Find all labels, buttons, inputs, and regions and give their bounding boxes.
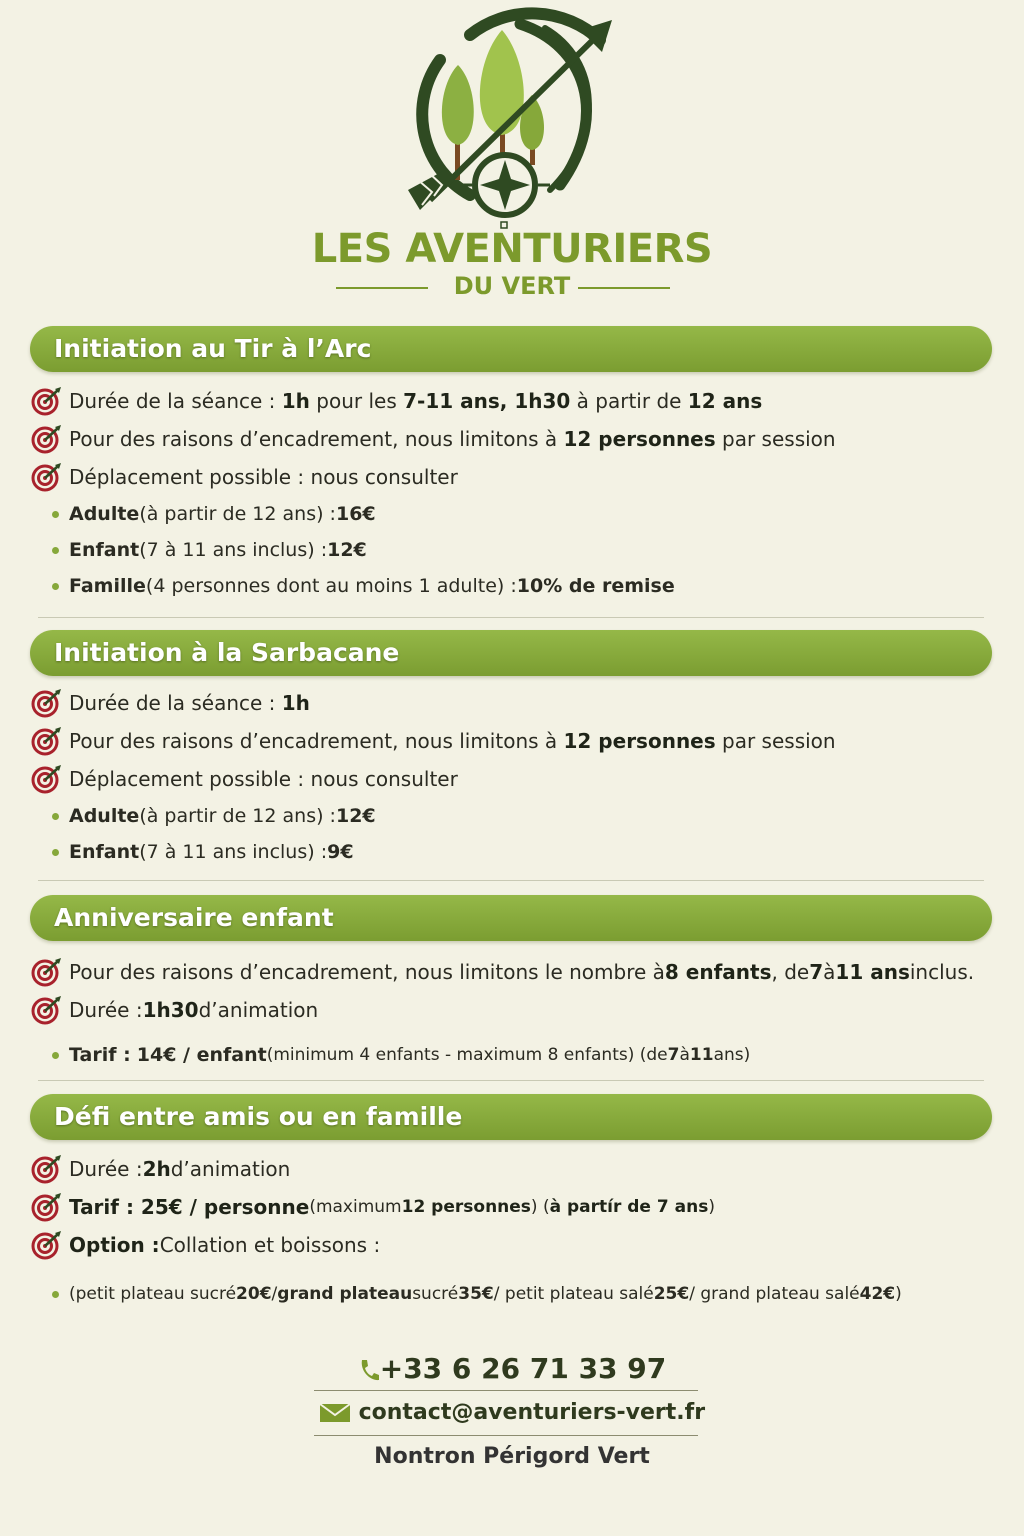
section-title: Initiation au Tir à l’Arc <box>30 326 992 372</box>
info-row: Pour des raisons d’encadrement, nous limitons à 12 personnes par session <box>30 420 992 458</box>
bullet-dot <box>52 547 59 554</box>
bullet-dot <box>52 813 59 820</box>
brand-title: LES AVENTURIERS <box>311 226 713 272</box>
target-icon <box>30 957 64 987</box>
target-icon <box>30 726 64 756</box>
info-row: Déplacement possible : nous consulter <box>30 760 992 798</box>
contact-city: Nontron Périgord Vert <box>374 1444 650 1469</box>
bullet-dot <box>52 849 59 856</box>
contact-phone[interactable]: +33 6 26 71 33 97 <box>0 1352 1024 1385</box>
price-row: Adulte (à partir de 12 ans) : 12€ <box>30 798 992 834</box>
phone-icon <box>358 1358 380 1382</box>
section-title: Anniversaire enfant <box>30 895 992 941</box>
section-title: Initiation à la Sarbacane <box>30 630 992 676</box>
target-icon <box>30 688 64 718</box>
info-row: Pour des raisons d’encadrement, nous limitons à 12 personnes par session <box>30 722 992 760</box>
price-row: Adulte (à partir de 12 ans) : 16€ <box>30 496 992 532</box>
section-tir-arc <box>30 326 992 604</box>
price-row: Enfant (7 à 11 ans inclus) : 9€ <box>30 834 992 870</box>
section-defi <box>30 1094 992 1312</box>
target-icon <box>30 462 64 492</box>
price-row: Tarif : 14€ / enfant (minimum 4 enfants - maximum 8 enfants) (de 7 à 11 ans) <box>30 1037 992 1073</box>
target-icon <box>30 764 64 794</box>
target-icon <box>30 995 64 1025</box>
contact-divider <box>314 1390 698 1391</box>
section-anniversaire <box>30 895 992 1073</box>
subtitle-line-right <box>578 287 670 289</box>
price-row: Enfant (7 à 11 ans inclus) : 12€ <box>30 532 992 568</box>
target-icon <box>30 1230 64 1260</box>
mail-icon <box>319 1402 351 1424</box>
target-icon <box>30 424 64 454</box>
target-icon <box>30 1154 64 1184</box>
info-row: Durée de la séance : 1h pour les 7-11 ans, 1h30 à partir de 12 ans <box>30 382 992 420</box>
info-row: Déplacement possible : nous consulter <box>30 458 992 496</box>
section-divider <box>38 1080 984 1081</box>
target-icon <box>30 386 64 416</box>
info-row: Durée : 2h d’animation <box>30 1150 992 1188</box>
bullet-dot <box>52 511 59 518</box>
info-row: Option : Collation et boissons : <box>30 1226 992 1264</box>
price-row: Famille (4 personnes dont au moins 1 adulte) : 10% de remise <box>30 568 992 604</box>
section-divider <box>38 617 984 618</box>
brand-subtitle: DU VERT <box>453 272 571 300</box>
info-row: Pour des raisons d’encadrement, nous limitons le nombre à 8 enfants , de 7 à 11 ans inclus. <box>30 953 992 991</box>
contact-divider <box>314 1435 698 1436</box>
bullet-dot <box>52 1052 59 1059</box>
section-title: Défi entre amis ou en famille <box>30 1094 992 1140</box>
section-sarbacane <box>30 630 992 870</box>
bullet-dot <box>52 583 59 590</box>
option-row: (petit plateau sucré 20€ / grand plateau sucré 35€ / petit plateau salé 25€ / grand plateau salé 42€ ) <box>30 1276 992 1312</box>
contact-email[interactable]: contact@aventuriers-vert.fr <box>0 1400 1024 1425</box>
target-icon <box>30 1192 64 1222</box>
info-row: Durée de la séance : 1h <box>30 684 992 722</box>
info-row: Durée : 1h30 d’animation <box>30 991 992 1029</box>
bullet-dot <box>52 1291 59 1298</box>
info-row: Tarif : 25€ / personne (maximum 12 personnes ) ( à partír de 7 ans ) <box>30 1188 992 1226</box>
section-divider <box>38 880 984 881</box>
